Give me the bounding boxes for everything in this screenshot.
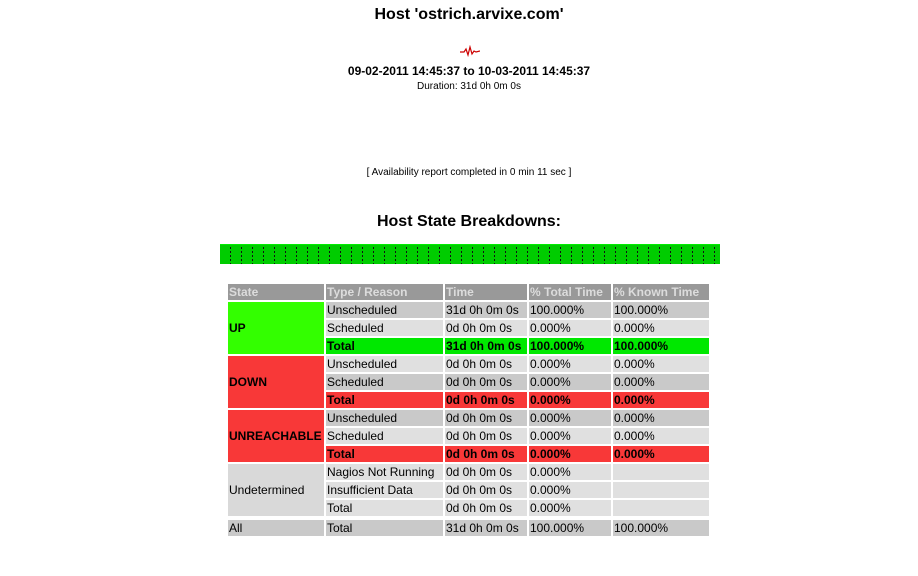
- type-cell: Insufficient Data: [326, 482, 443, 498]
- time-cell: 31d 0h 0m 0s: [445, 520, 527, 536]
- report-completion-time: [ Availability report completed in 0 min 11 sec ]: [366, 167, 572, 178]
- table-row: [228, 302, 709, 318]
- known-pct-cell: [613, 482, 709, 498]
- type-cell: Unscheduled: [326, 356, 443, 372]
- total-pct-cell: 100.000%: [529, 338, 611, 354]
- type-cell: Total: [326, 500, 443, 516]
- table-row: [228, 464, 709, 480]
- known-pct-cell: 0.000%: [613, 320, 709, 336]
- nagios-pulse-icon: [460, 45, 480, 57]
- state-cell-undetermined: Undetermined: [228, 464, 324, 516]
- time-cell: 0d 0h 0m 0s: [445, 482, 527, 498]
- column-header-state: State: [228, 284, 324, 300]
- time-cell: 0d 0h 0m 0s: [445, 392, 527, 408]
- column-header-total-time: % Total Time: [529, 284, 611, 300]
- total-pct-cell: 100.000%: [529, 302, 611, 318]
- type-cell: Total: [326, 446, 443, 462]
- known-pct-cell: 100.000%: [613, 302, 709, 318]
- total-pct-cell: 0.000%: [529, 446, 611, 462]
- type-cell: Nagios Not Running: [326, 464, 443, 480]
- table-header-row: [228, 284, 709, 300]
- known-pct-cell: 100.000%: [613, 520, 709, 536]
- type-cell: Scheduled: [326, 374, 443, 390]
- known-pct-cell: 0.000%: [613, 428, 709, 444]
- state-cell-unreachable: UNREACHABLE: [228, 410, 324, 462]
- known-pct-cell: 0.000%: [613, 392, 709, 408]
- known-pct-cell: 0.000%: [613, 374, 709, 390]
- total-pct-cell: 100.000%: [529, 520, 611, 536]
- report-duration: Duration: 31d 0h 0m 0s: [417, 81, 521, 92]
- total-pct-cell: 0.000%: [529, 320, 611, 336]
- host-state-breakdown-table: [226, 282, 711, 538]
- total-pct-cell: 0.000%: [529, 428, 611, 444]
- time-cell: 0d 0h 0m 0s: [445, 356, 527, 372]
- total-pct-cell: 0.000%: [529, 410, 611, 426]
- time-cell: 31d 0h 0m 0s: [445, 338, 527, 354]
- all-total-row: [228, 520, 709, 536]
- state-cell-up: UP: [228, 302, 324, 354]
- time-cell: 0d 0h 0m 0s: [445, 500, 527, 516]
- host-title: Host 'ostrich.arvixe.com': [374, 6, 564, 23]
- table-row: [228, 356, 709, 372]
- state-cell-all: All: [228, 520, 324, 536]
- known-pct-cell: 0.000%: [613, 410, 709, 426]
- time-cell: 0d 0h 0m 0s: [445, 410, 527, 426]
- state-cell-down: DOWN: [228, 356, 324, 408]
- time-cell: 0d 0h 0m 0s: [445, 320, 527, 336]
- known-pct-cell: 0.000%: [613, 446, 709, 462]
- time-cell: 31d 0h 0m 0s: [445, 302, 527, 318]
- known-pct-cell: [613, 500, 709, 516]
- host-state-bar: [220, 244, 720, 264]
- type-cell: Total: [326, 520, 443, 536]
- time-cell: 0d 0h 0m 0s: [445, 374, 527, 390]
- type-cell: Total: [326, 338, 443, 354]
- report-date-range: 09-02-2011 14:45:37 to 10-03-2011 14:45:37: [347, 64, 591, 78]
- total-pct-cell: 0.000%: [529, 464, 611, 480]
- total-pct-cell: 0.000%: [529, 500, 611, 516]
- type-cell: Unscheduled: [326, 302, 443, 318]
- breakdowns-title: Host State Breakdowns:: [376, 213, 562, 230]
- type-cell: Unscheduled: [326, 410, 443, 426]
- total-pct-cell: 0.000%: [529, 392, 611, 408]
- known-pct-cell: [613, 464, 709, 480]
- known-pct-cell: 0.000%: [613, 356, 709, 372]
- time-cell: 0d 0h 0m 0s: [445, 446, 527, 462]
- known-pct-cell: 100.000%: [613, 338, 709, 354]
- total-pct-cell: 0.000%: [529, 356, 611, 372]
- column-header-time: Time: [445, 284, 527, 300]
- column-header-type: Type / Reason: [326, 284, 443, 300]
- total-pct-cell: 0.000%: [529, 482, 611, 498]
- column-header-known-time: % Known Time: [613, 284, 709, 300]
- type-cell: Scheduled: [326, 320, 443, 336]
- type-cell: Scheduled: [326, 428, 443, 444]
- type-cell: Total: [326, 392, 443, 408]
- time-cell: 0d 0h 0m 0s: [445, 428, 527, 444]
- time-cell: 0d 0h 0m 0s: [445, 464, 527, 480]
- table-row: [228, 410, 709, 426]
- total-pct-cell: 0.000%: [529, 374, 611, 390]
